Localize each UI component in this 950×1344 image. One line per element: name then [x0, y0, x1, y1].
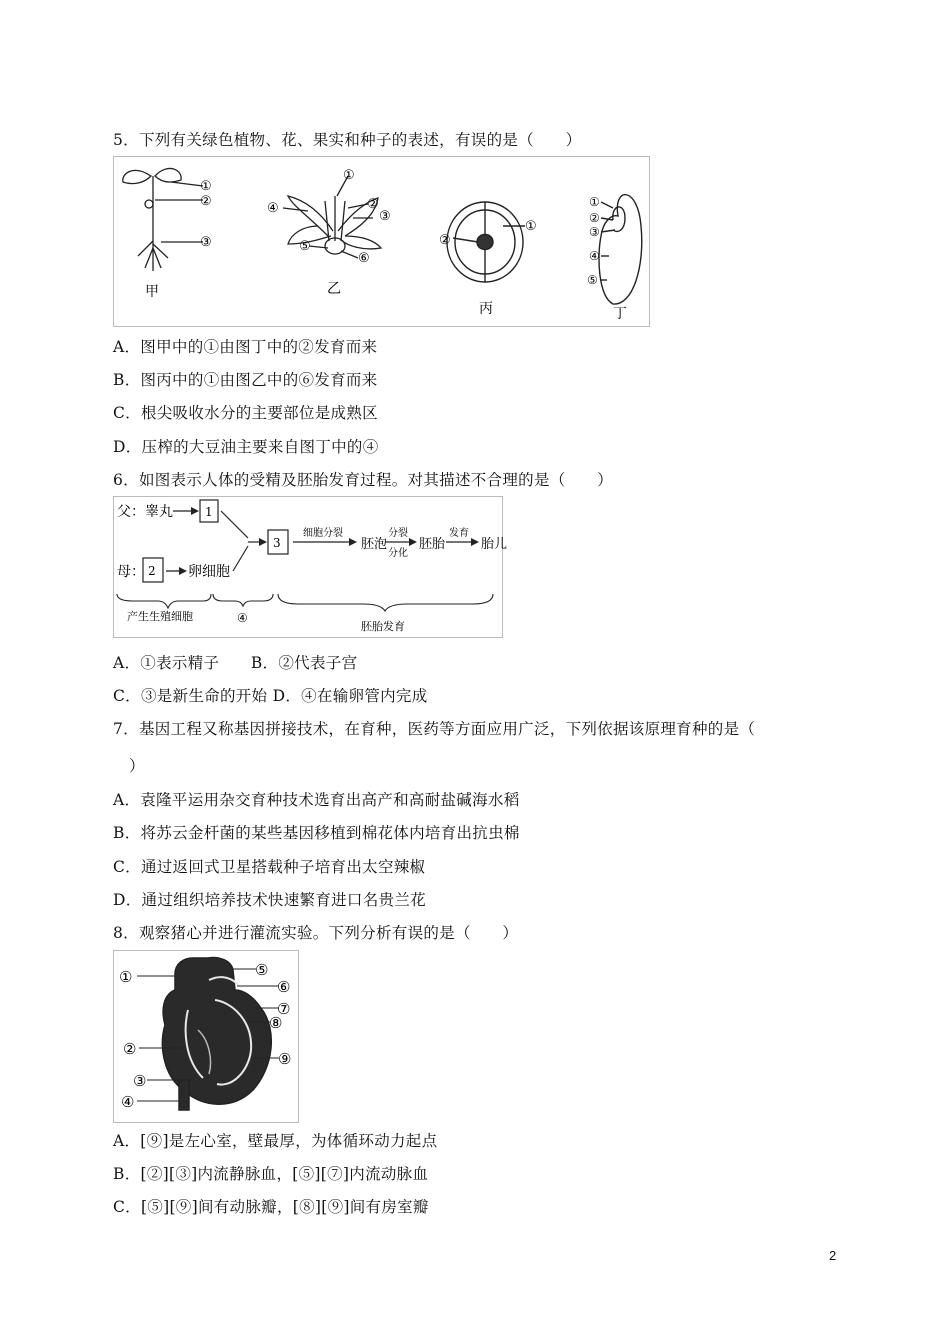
q7-option-b: B．将苏云金杆菌的某些基因移植到棉花体内培育出抗虫棉 — [113, 824, 520, 842]
plant-seedling-drawing — [123, 168, 203, 271]
label-4: ④ — [237, 611, 248, 625]
fig-jia-caption: 甲 — [145, 284, 159, 300]
q8-stem: 8．观察猪心并进行灌流实验。下列分析有误的是（ ） — [113, 924, 519, 942]
egg-cell-label: 卵细胞 — [188, 564, 230, 580]
q5-option-b: B．图丙中的①由图乙中的⑥发育而来 — [113, 371, 378, 389]
fig-d-label-4: ④ — [589, 249, 600, 263]
box-1-label: 1 — [205, 505, 213, 519]
embryo-label: 胚胎 — [419, 537, 446, 552]
fig-a-label-1: ① — [200, 179, 212, 194]
heart-label-1: ① — [119, 968, 133, 986]
fig-b-label-2: ② — [367, 197, 379, 212]
fruit-drawing — [447, 202, 525, 282]
fig-yi-caption: 乙 — [327, 281, 341, 297]
q6-stem: 6．如图表示人体的受精及胚胎发育过程。对其描述不合理的是（ ） — [113, 471, 613, 489]
q5-figure — [113, 156, 650, 327]
q5-option-c: C．根尖吸收水分的主要部位是成熟区 — [113, 404, 378, 422]
box-2-label: 2 — [148, 564, 156, 578]
heart-drawing — [162, 958, 271, 1111]
fig-d-label-2: ② — [589, 211, 600, 225]
fig-a-label-2: ② — [200, 194, 212, 209]
q7-option-a: A．袁隆平运用杂交育种技术选育出高产和高耐盐碱海水稻 — [113, 791, 520, 809]
fig-d-label-3: ③ — [589, 225, 600, 239]
heart-label-6: ⑥ — [277, 978, 291, 996]
q7-stem-line1: 7．基因工程又称基因拼接技术，在育种，医药等方面应用广泛，下列依据该原理育种的是（ — [113, 720, 756, 738]
fig-c-label-1: ① — [525, 219, 537, 234]
produce-cells-label: 产生生殖细胞 — [127, 610, 193, 623]
fig-d-label-1: ① — [589, 195, 600, 209]
heart-label-4: ④ — [121, 1093, 135, 1111]
heart-label-7: ⑦ — [277, 1000, 291, 1018]
box-3-label: 3 — [273, 536, 281, 550]
q5-option-a: A．图甲中的①由图丁中的②发育而来 — [113, 338, 378, 356]
fig-b-label-4: ④ — [267, 201, 279, 216]
page-number: 2 — [829, 1248, 837, 1263]
fig-ding-caption: 丁 — [613, 306, 627, 322]
flower-drawing — [283, 176, 381, 258]
q8-option-a: A．[⑨]是左心室，壁最厚，为体循环动力起点 — [113, 1132, 438, 1150]
heart-label-9: ⑨ — [278, 1050, 292, 1068]
fig-b-label-6: ⑥ — [358, 251, 370, 266]
father-testis-label: 父：睾丸 — [117, 504, 173, 520]
heart-label-5: ⑤ — [255, 961, 269, 979]
heart-label-2: ② — [123, 1040, 137, 1058]
q6-flow-diagram — [113, 496, 508, 638]
heart-label-8: ⑧ — [269, 1014, 283, 1032]
fetus-label: 胎儿 — [481, 537, 508, 552]
q8-option-c: C．[⑤][⑨]间有动脉瓣，[⑧][⑨]间有房室瓣 — [113, 1198, 429, 1216]
fig-b-label-5: ⑤ — [299, 239, 311, 254]
q7-option-c: C．通过返回式卫星搭载种子培育出太空辣椒 — [113, 858, 426, 876]
fig-bing-caption: 丙 — [479, 301, 493, 317]
q8-heart-figure — [113, 950, 299, 1123]
fig-c-label-2: ② — [439, 233, 451, 248]
develop-label: 发育 — [449, 528, 469, 539]
mother-label: 母： — [117, 564, 145, 580]
q6-options-ab: A．①表示精子 B．②代表子宫 — [113, 654, 358, 672]
embryo-development-label: 胚胎发育 — [361, 620, 405, 633]
fig-b-label-1: ① — [343, 168, 355, 183]
q7-stem-line2: ） — [129, 757, 145, 775]
division-top-label: 分裂 — [388, 528, 408, 539]
cell-division-label: 细胞分裂 — [303, 528, 343, 539]
q5-stem: 5．下列有关绿色植物、花、果实和种子的表述，有误的是（ ） — [113, 131, 582, 149]
q7-option-d: D．通过组织培养技术快速繁育进口名贵兰花 — [113, 891, 426, 909]
q8-option-b: B．[②][③]内流静脉血，[⑤][⑦]内流动脉血 — [113, 1165, 429, 1183]
blastocyst-label: 胚泡 — [361, 537, 388, 552]
q5-option-d: D．压榨的大豆油主要来自图丁中的④ — [113, 438, 379, 456]
seed-drawing — [599, 195, 642, 304]
differentiation-label: 分化 — [388, 548, 408, 559]
fig-d-label-5: ⑤ — [587, 273, 598, 287]
q6-options-cd: C．③是新生命的开始 D．④在输卵管内完成 — [113, 687, 428, 705]
fig-a-label-3: ③ — [200, 235, 212, 250]
heart-label-3: ③ — [133, 1072, 147, 1090]
fig-b-label-3: ③ — [379, 209, 391, 224]
